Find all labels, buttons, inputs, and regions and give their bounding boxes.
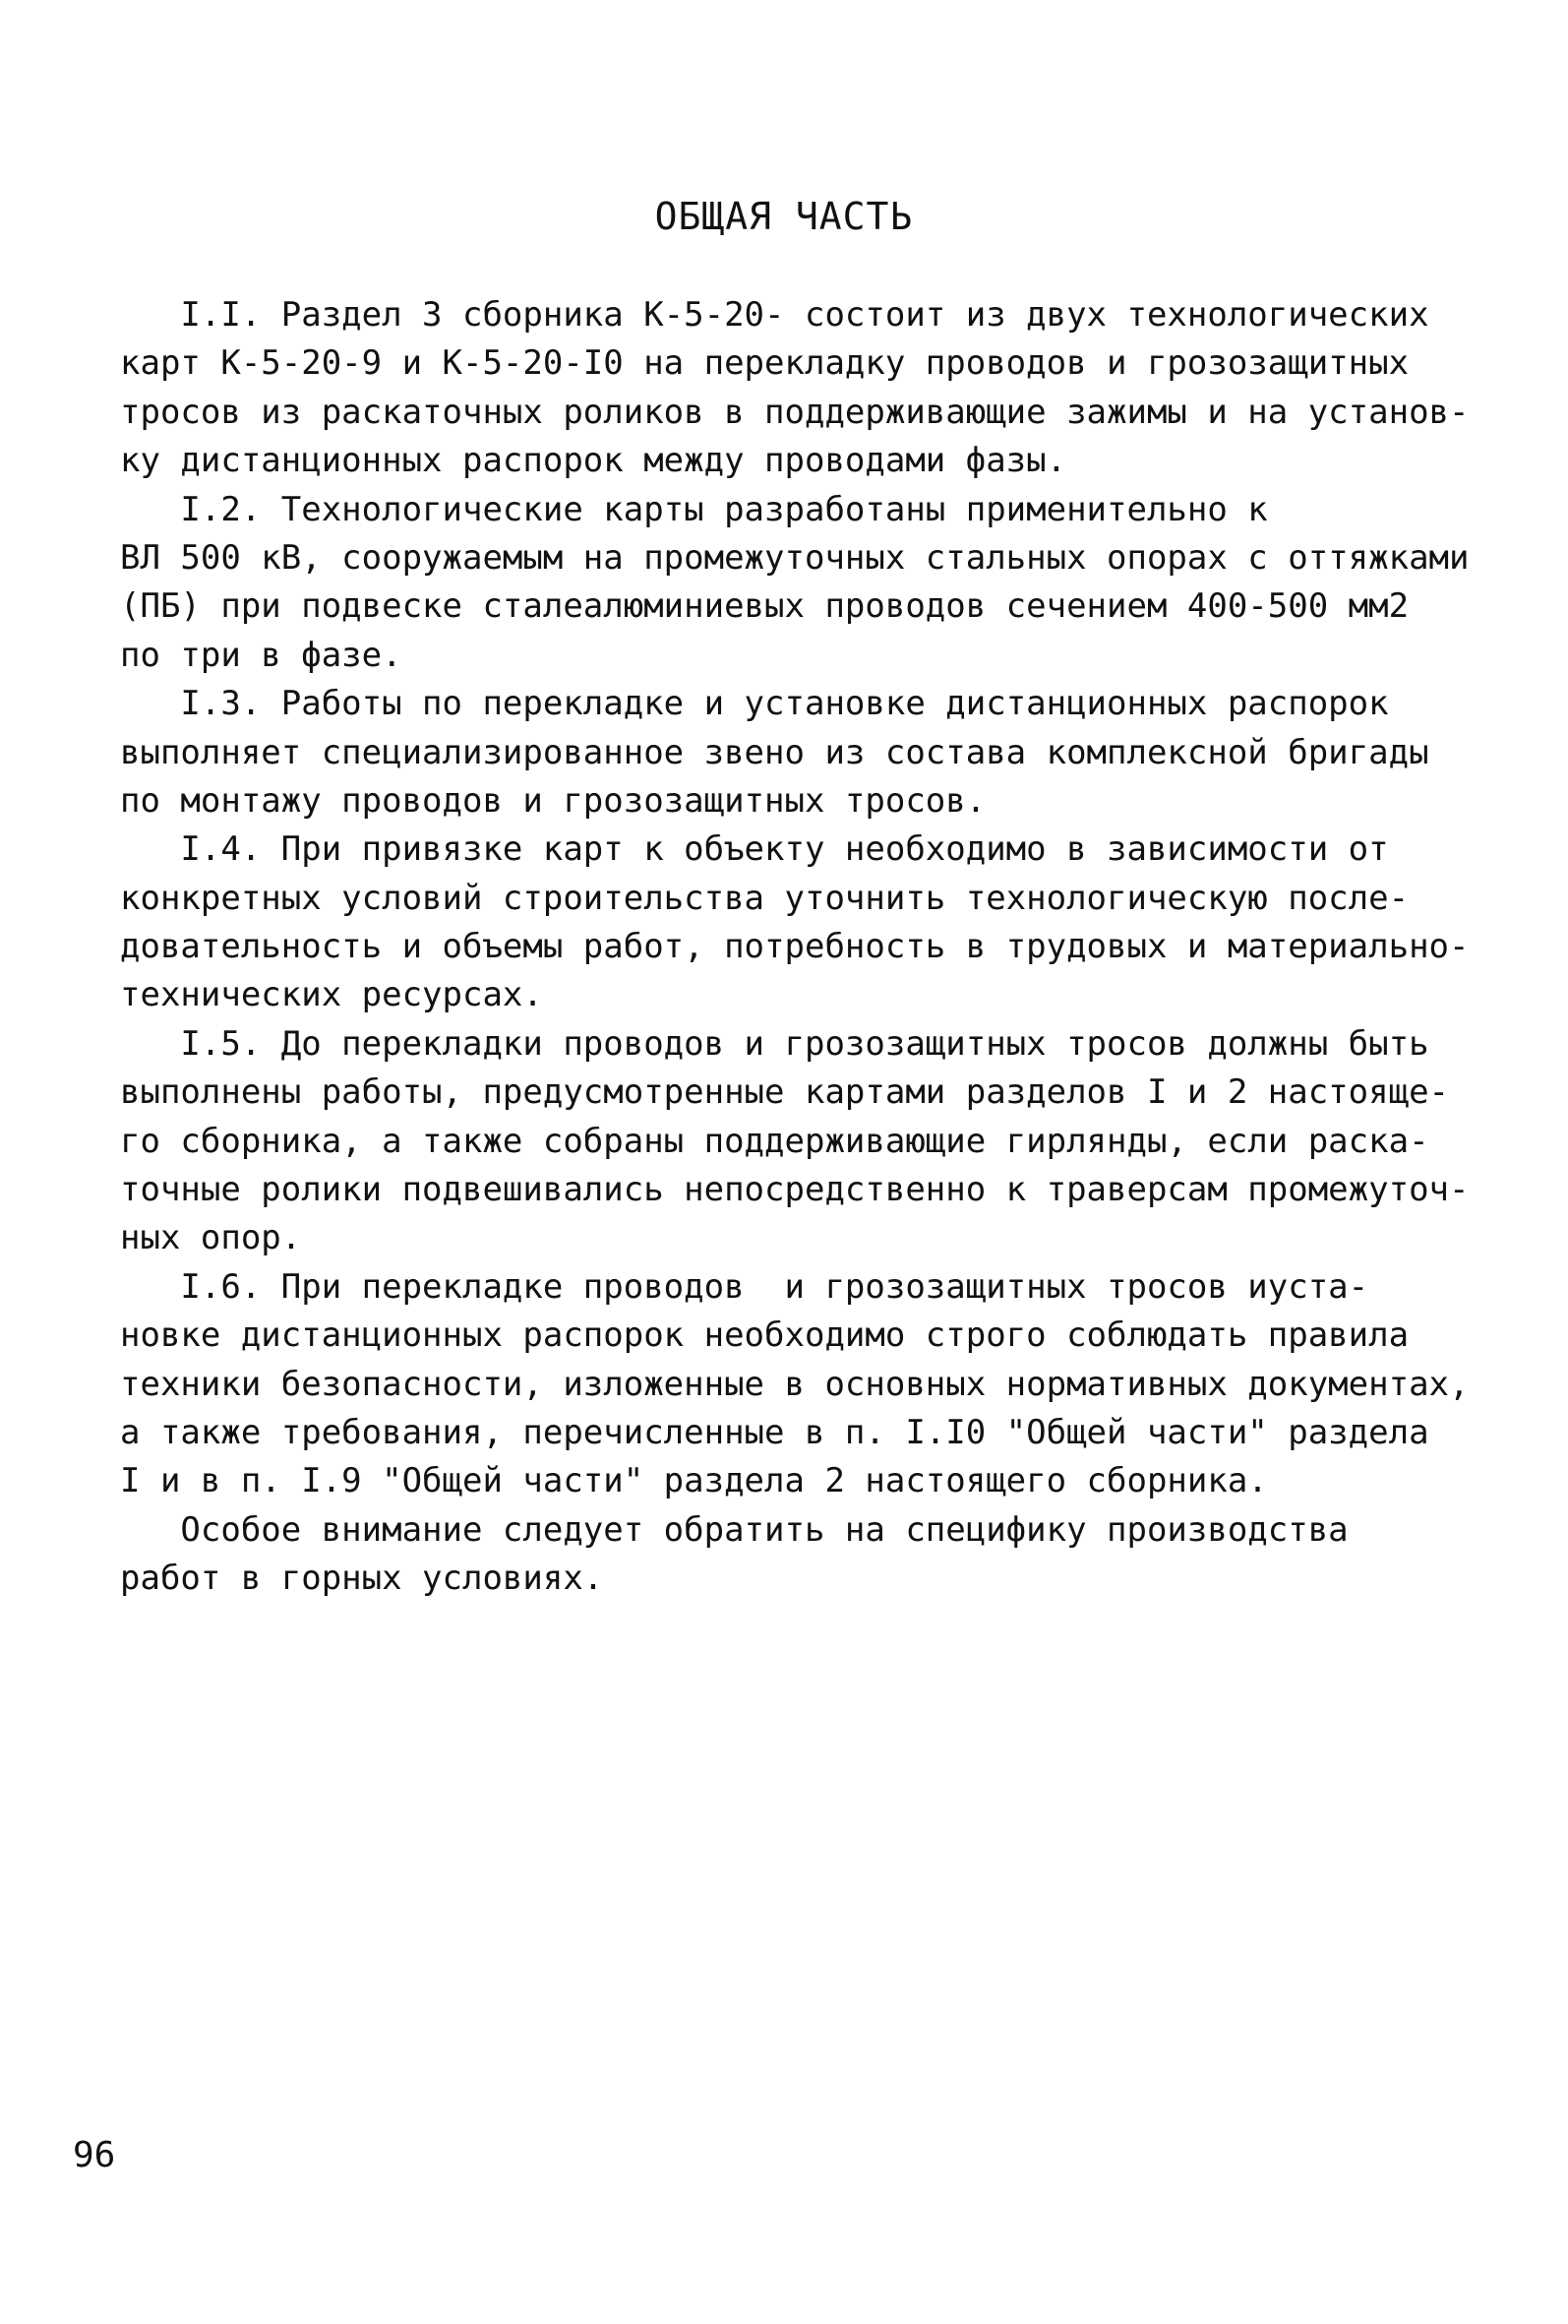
text-line: выполнены работы, предусмотренные картами разделов I и 2 настояще-	[120, 1072, 1450, 1113]
text-line: работ в горных условиях.	[120, 1559, 604, 1599]
body-text	[120, 291, 1497, 1604]
text-line: I.4. При привязке карт к объекту необходимо в зависимости от	[120, 829, 1389, 870]
text-line: I.3. Работы по перекладке и установке дистанционных распорок	[120, 684, 1389, 724]
text-line: ку дистанционных распорок между проводами фазы.	[120, 441, 1067, 481]
text-line: Особое внимание следует обратить на специфику производства	[120, 1509, 1349, 1550]
text-line: (ПБ) при подвеске сталеалюминиевых проводов сечением 400-500 мм2	[120, 586, 1410, 627]
text-line: по монтажу проводов и грозозащитных тросов.	[120, 780, 987, 821]
text-line: выполняет специализированное звено из состава комплексной бригады	[120, 732, 1429, 772]
text-line: ных опор.	[120, 1218, 302, 1258]
text-line: точные ролики подвешивались непосредственно к траверсам промежуточ-	[120, 1170, 1470, 1210]
text-line: I.6. При перекладке проводов и грозозащитных тросов иуста-	[120, 1266, 1369, 1307]
text-line: по три в фазе.	[120, 635, 402, 675]
text-line: технических ресурсах.	[120, 975, 543, 1015]
text-line: карт К-5-20-9 и К-5-20-I0 на перекладку проводов и грозозащитных	[120, 343, 1410, 384]
text-line: го сборника, а также собраны поддерживающие гирлянды, если раска-	[120, 1121, 1429, 1161]
page-number: 96	[73, 2135, 116, 2175]
page-title: ОБЩАЯ ЧАСТЬ	[654, 195, 914, 238]
text-line: I.2. Технологические карты разработаны применительно к	[120, 489, 1268, 529]
text-line: конкретных условий строительства уточнить технологическую после-	[120, 878, 1410, 918]
text-line: тросов из раскаточных роликов в поддерживающие зажимы и на установ-	[120, 392, 1470, 432]
text-line: новке дистанционных распорок необходимо строго соблюдать правила	[120, 1315, 1410, 1356]
text-line: I.5. До перекладки проводов и грозозащитных тросов должны быть	[120, 1023, 1429, 1064]
text-line: ВЛ 500 кВ, сооружаемым на промежуточных стальных опорах с оттяжками	[120, 537, 1470, 578]
text-line: довательность и объемы работ, потребность в трудовых и материально-	[120, 927, 1470, 967]
text-line: а также требования, перечисленные в п. I.I0 "Общей части" раздела	[120, 1412, 1429, 1452]
text-line: I.I. Раздел 3 сборника К-5-20- состоит из двух технологических	[120, 295, 1429, 335]
text-line: техники безопасности, изложенные в основных нормативных документах,	[120, 1364, 1470, 1404]
text-line: I и в п. I.9 "Общей части" раздела 2 настоящего сборника.	[120, 1461, 1268, 1501]
